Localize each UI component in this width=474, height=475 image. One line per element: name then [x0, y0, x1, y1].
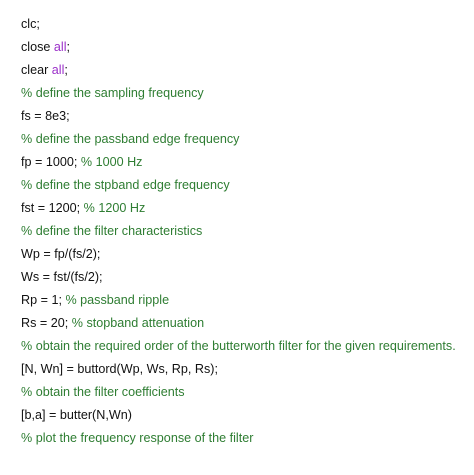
code-comment: % passband ripple: [65, 293, 170, 307]
code-keyword: all: [51, 63, 65, 77]
code-comment: % obtain the required order of the butterworth filter for the given requirements.: [21, 339, 456, 353]
code-text: ;: [64, 63, 68, 77]
code-line: [21, 59, 471, 82]
code-line: [21, 197, 471, 220]
code-comment: % obtain the filter coefficients: [21, 385, 185, 399]
code-comment: % define the filter characteristics: [21, 224, 203, 238]
code-comment: % 1000 Hz: [80, 155, 143, 169]
code-keyword: all: [53, 40, 67, 54]
code-line: [21, 151, 471, 174]
code-text: close: [21, 40, 54, 54]
code-line: [21, 289, 471, 312]
code-line: [21, 174, 471, 197]
code-line: [21, 266, 471, 289]
code-comment: % 1200 Hz: [83, 201, 146, 215]
code-text: clear: [21, 63, 52, 77]
code-line: [21, 358, 471, 381]
code-text: [b,a] = butter(N,Wn): [21, 408, 132, 422]
code-text: Rp = 1;: [21, 293, 66, 307]
code-line: [21, 243, 471, 266]
code-comment: % stopband attenuation: [71, 316, 205, 330]
code-text: Ws = fst/(fs/2);: [21, 270, 103, 284]
code-text: fp = 1000;: [21, 155, 81, 169]
code-text: Rs = 20;: [21, 316, 72, 330]
code-comment: % define the sampling frequency: [21, 86, 204, 100]
code-line: [21, 427, 471, 450]
code-text: fs = 8e3;: [21, 109, 70, 123]
code-comment: % define the stpband edge frequency: [21, 178, 230, 192]
code-text: fst = 1200;: [21, 201, 84, 215]
code-text: clc;: [21, 17, 40, 31]
code-text: [N, Wn] = buttord(Wp, Ws, Rp, Rs);: [21, 362, 218, 376]
code-text: Wp = fp/(fs/2);: [21, 247, 101, 261]
code-comment: % plot the frequency response of the filter: [21, 431, 254, 445]
code-line: [21, 128, 471, 151]
code-text: ;: [66, 40, 71, 54]
code-line: [21, 335, 471, 358]
code-listing: [21, 13, 471, 450]
code-line: [21, 82, 471, 105]
code-line: [21, 105, 471, 128]
code-line: [21, 381, 471, 404]
code-comment: % define the passband edge frequency: [21, 132, 240, 146]
code-line: [21, 312, 471, 335]
code-line: [21, 13, 471, 36]
code-line: [21, 220, 471, 243]
code-line: [21, 404, 471, 427]
code-line: [21, 36, 471, 59]
